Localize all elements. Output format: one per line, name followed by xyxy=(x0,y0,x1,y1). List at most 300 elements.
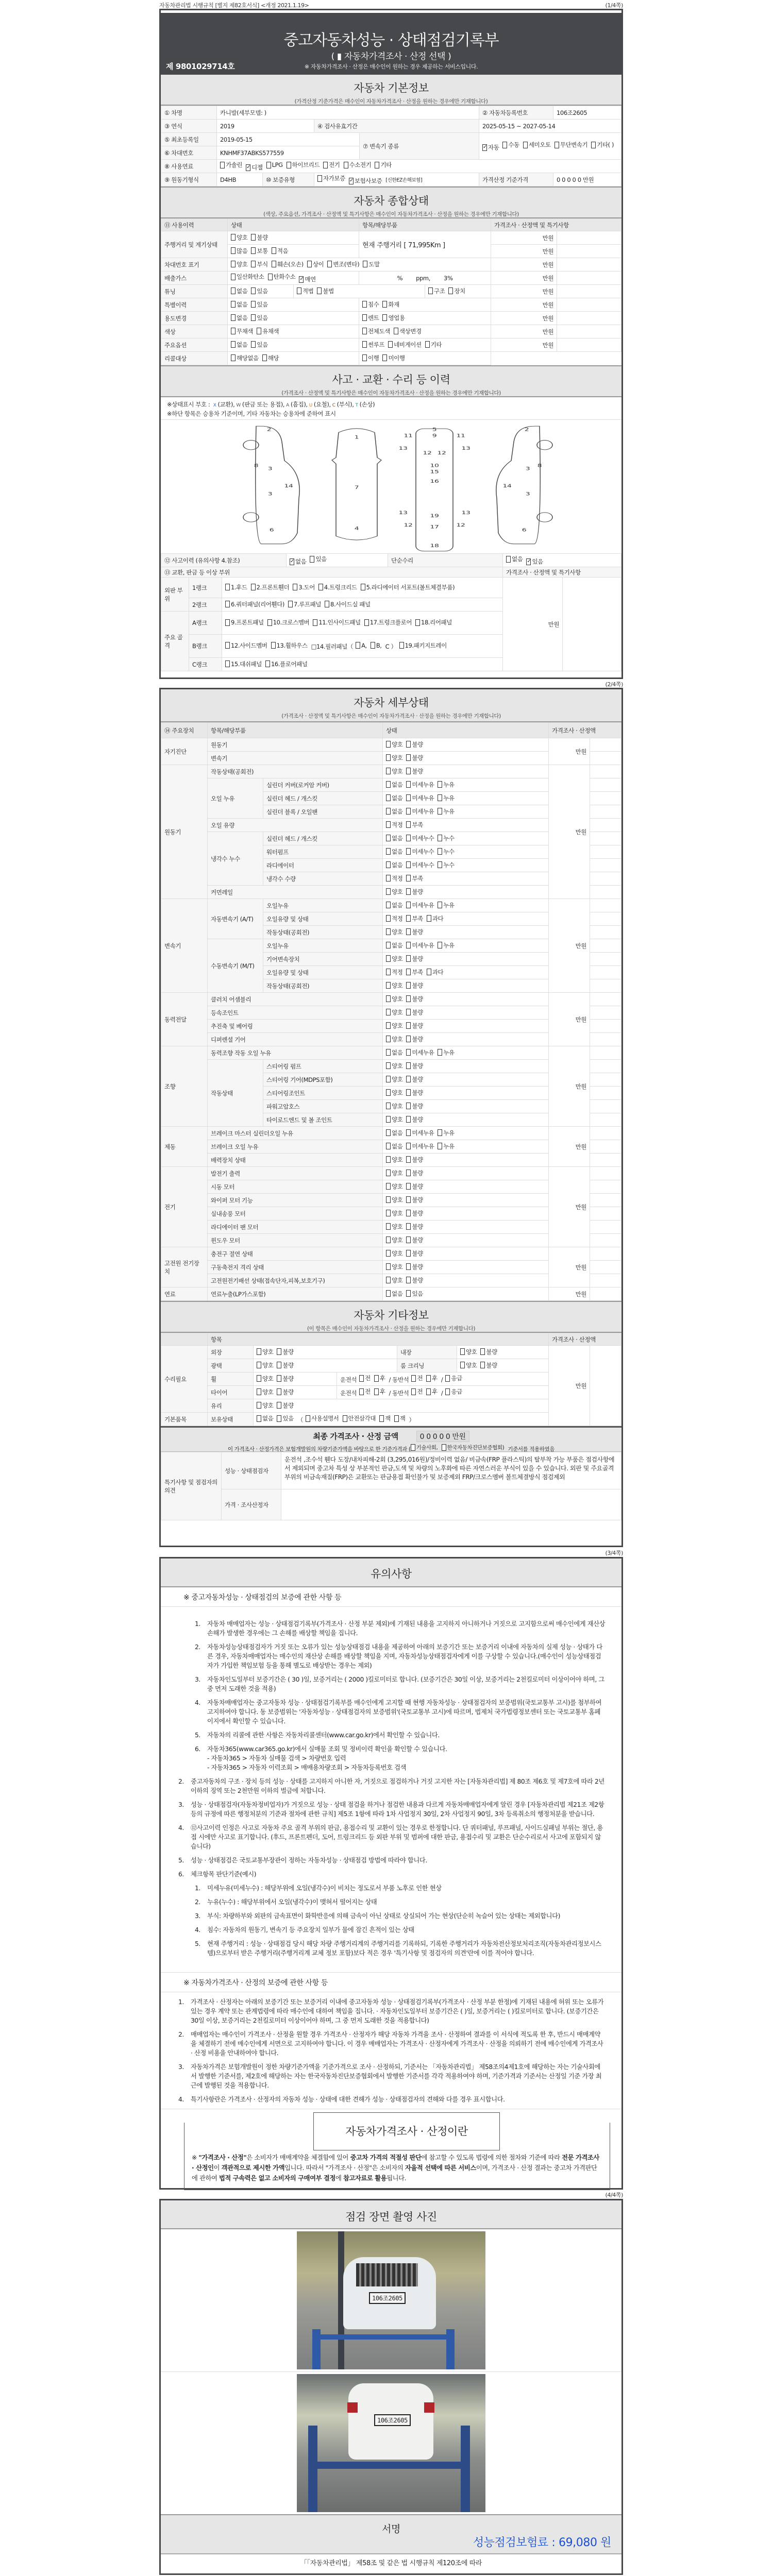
checkbox-icon[interactable] xyxy=(406,915,411,922)
checkbox-icon[interactable] xyxy=(362,341,367,348)
checkbox-icon[interactable] xyxy=(231,301,236,308)
checkbox-option[interactable] xyxy=(386,1263,402,1271)
checkbox-icon[interactable] xyxy=(523,142,528,148)
checkbox-option[interactable] xyxy=(406,1115,423,1124)
checkbox-option[interactable] xyxy=(442,1444,505,1451)
checkbox-option[interactable] xyxy=(415,618,452,626)
checkbox-option[interactable] xyxy=(225,583,247,591)
checkbox-option[interactable] xyxy=(290,557,306,566)
checkbox-icon[interactable] xyxy=(251,287,256,294)
checkbox-icon[interactable] xyxy=(277,1402,281,1409)
checkbox-option[interactable] xyxy=(386,1156,402,1164)
checkbox-option[interactable] xyxy=(257,1401,273,1410)
checkbox-option[interactable] xyxy=(386,968,402,976)
checkbox-icon[interactable] xyxy=(426,1388,431,1395)
checkbox-option[interactable] xyxy=(406,955,423,963)
checkbox-icon[interactable] xyxy=(386,995,391,1002)
checkbox-icon[interactable] xyxy=(257,1402,261,1409)
checkbox-icon[interactable] xyxy=(460,1362,465,1368)
checkbox-option[interactable] xyxy=(307,260,324,268)
checkbox-icon[interactable] xyxy=(262,354,267,361)
checkbox-option[interactable] xyxy=(231,354,259,362)
checkbox-option[interactable] xyxy=(327,260,359,268)
checkbox-option[interactable] xyxy=(438,781,454,789)
checkbox-icon[interactable] xyxy=(502,142,507,148)
checkbox-option[interactable] xyxy=(411,1444,438,1451)
checkbox-icon[interactable] xyxy=(406,1143,411,1149)
checkbox-option[interactable] xyxy=(374,1374,385,1382)
checkbox-option[interactable] xyxy=(406,968,423,976)
checkbox-option[interactable] xyxy=(251,341,267,349)
checkbox-option[interactable] xyxy=(406,1169,423,1177)
checkbox-icon[interactable] xyxy=(225,642,230,649)
checkbox-icon[interactable] xyxy=(310,556,314,563)
checkbox-option[interactable] xyxy=(257,1375,273,1383)
checkbox-option[interactable] xyxy=(591,140,614,150)
checkbox-option[interactable] xyxy=(406,941,434,950)
checkbox-option[interactable] xyxy=(406,874,423,883)
checkbox-icon[interactable] xyxy=(343,1415,347,1422)
checkbox-option[interactable] xyxy=(359,1387,371,1396)
checkbox-icon[interactable] xyxy=(359,1375,364,1382)
checkbox-icon[interactable] xyxy=(231,234,236,241)
checkbox-icon[interactable] xyxy=(406,1129,411,1136)
checkbox-icon[interactable] xyxy=(386,1250,391,1257)
checkbox-icon[interactable] xyxy=(386,821,391,828)
checkbox-icon[interactable] xyxy=(231,287,236,294)
checkbox-option[interactable] xyxy=(460,1348,477,1356)
checkbox-option[interactable] xyxy=(386,767,402,775)
checkbox-icon[interactable] xyxy=(406,1170,411,1176)
checked-box-icon[interactable]: ✓ xyxy=(527,558,531,564)
checkbox-option[interactable] xyxy=(386,1169,402,1177)
checkbox-icon[interactable] xyxy=(293,584,297,590)
checkbox-icon[interactable] xyxy=(394,328,398,334)
checkbox-option[interactable] xyxy=(231,341,247,349)
checkbox-option[interactable] xyxy=(406,1008,423,1016)
checkbox-icon[interactable] xyxy=(231,354,236,361)
checkbox-icon[interactable] xyxy=(386,1076,391,1082)
checkbox-option[interactable] xyxy=(411,1374,423,1382)
checkbox-option[interactable] xyxy=(426,1387,438,1396)
checkbox-option[interactable] xyxy=(386,1022,402,1030)
checkbox-icon[interactable] xyxy=(371,642,375,649)
checkbox-icon[interactable] xyxy=(406,1277,411,1283)
checkbox-option[interactable] xyxy=(375,161,391,169)
checkbox-icon[interactable] xyxy=(272,261,276,267)
checkbox-icon[interactable] xyxy=(406,1223,411,1230)
checkbox-icon[interactable] xyxy=(406,928,411,935)
checkbox-option[interactable] xyxy=(406,861,434,869)
checkbox-option[interactable] xyxy=(406,821,423,829)
checkbox-option[interactable] xyxy=(406,914,423,923)
checkbox-option[interactable] xyxy=(231,273,264,281)
checkbox-option[interactable] xyxy=(386,1008,402,1016)
checkbox-option[interactable] xyxy=(427,968,443,976)
checkbox-icon[interactable] xyxy=(386,1183,391,1190)
checkbox-icon[interactable] xyxy=(386,848,391,855)
checkbox-option[interactable] xyxy=(225,618,264,626)
checkbox-option[interactable] xyxy=(406,1102,423,1110)
checkbox-icon[interactable] xyxy=(231,247,236,254)
checkbox-option[interactable] xyxy=(257,1414,273,1422)
checkbox-icon[interactable] xyxy=(438,1129,442,1136)
checkbox-icon[interactable] xyxy=(445,1388,450,1395)
checkbox-icon[interactable] xyxy=(362,354,367,361)
checkbox-option[interactable] xyxy=(480,1348,497,1356)
checkbox-icon[interactable] xyxy=(386,902,391,908)
checkbox-option[interactable] xyxy=(349,177,382,185)
checkbox-option[interactable] xyxy=(257,327,279,335)
checkbox-icon[interactable] xyxy=(251,301,256,308)
checkbox-option[interactable] xyxy=(406,981,423,990)
checkbox-option[interactable] xyxy=(427,914,443,923)
checkbox-option[interactable] xyxy=(406,794,434,802)
checkbox-icon[interactable] xyxy=(386,969,391,975)
checkbox-icon[interactable] xyxy=(386,1143,391,1149)
checkbox-option[interactable] xyxy=(438,901,454,909)
checkbox-icon[interactable] xyxy=(386,1290,391,1297)
checkbox-option[interactable] xyxy=(323,161,340,169)
checkbox-icon[interactable] xyxy=(386,982,391,989)
checkbox-icon[interactable] xyxy=(231,328,236,334)
checkbox-option[interactable] xyxy=(362,300,379,309)
checkbox-icon[interactable] xyxy=(406,902,411,908)
checkbox-option[interactable] xyxy=(386,901,402,909)
checkbox-option[interactable] xyxy=(448,287,465,295)
checkbox-icon[interactable] xyxy=(406,821,411,828)
checkbox-icon[interactable] xyxy=(265,660,270,667)
checkbox-option[interactable] xyxy=(231,327,253,335)
checkbox-option[interactable] xyxy=(251,247,267,255)
checkbox-option[interactable] xyxy=(317,287,333,295)
checkbox-icon[interactable] xyxy=(386,888,391,895)
checked-box-icon[interactable]: ✓ xyxy=(483,144,487,150)
checkbox-icon[interactable] xyxy=(445,1375,450,1382)
checkbox-option[interactable] xyxy=(266,161,283,168)
checkbox-option[interactable] xyxy=(406,1263,423,1271)
checkbox-icon[interactable] xyxy=(225,660,230,667)
checkbox-icon[interactable] xyxy=(406,1036,411,1042)
checkbox-option[interactable] xyxy=(386,995,402,1003)
checkbox-icon[interactable] xyxy=(438,848,442,855)
checkbox-icon[interactable] xyxy=(386,808,391,815)
checkbox-option[interactable] xyxy=(277,1348,293,1356)
checkbox-option[interactable] xyxy=(251,300,267,309)
checkbox-option[interactable] xyxy=(251,583,290,591)
checkbox-option[interactable] xyxy=(299,275,315,283)
checkbox-option[interactable] xyxy=(386,1142,402,1150)
checkbox-option[interactable] xyxy=(406,1022,423,1030)
checkbox-option[interactable] xyxy=(251,233,267,242)
checkbox-icon[interactable] xyxy=(317,175,322,182)
checkbox-icon[interactable] xyxy=(386,928,391,935)
checkbox-option[interactable] xyxy=(362,314,379,322)
checkbox-icon[interactable] xyxy=(406,1076,411,1082)
checkbox-icon[interactable] xyxy=(271,642,276,649)
checkbox-icon[interactable] xyxy=(257,1415,261,1422)
checkbox-option[interactable] xyxy=(388,341,422,349)
checkbox-option[interactable] xyxy=(386,1102,402,1110)
checkbox-icon[interactable] xyxy=(438,1143,442,1149)
checkbox-option[interactable] xyxy=(386,1290,402,1298)
checkbox-option[interactable] xyxy=(386,848,402,856)
checkbox-option[interactable] xyxy=(310,555,326,563)
checkbox-option[interactable] xyxy=(406,740,423,749)
checkbox-option[interactable] xyxy=(438,794,454,802)
checkbox-option[interactable] xyxy=(438,1129,454,1137)
checkbox-option[interactable] xyxy=(526,557,543,566)
checkbox-icon[interactable] xyxy=(415,619,420,626)
checkbox-icon[interactable] xyxy=(225,584,230,590)
checkbox-icon[interactable] xyxy=(363,261,367,267)
checkbox-option[interactable] xyxy=(277,1414,293,1422)
checkbox-option[interactable] xyxy=(386,928,402,936)
checkbox-option[interactable] xyxy=(506,555,523,563)
checkbox-icon[interactable] xyxy=(386,1089,391,1096)
checkbox-option[interactable] xyxy=(363,260,379,268)
checkbox-icon[interactable] xyxy=(399,642,404,649)
checkbox-icon[interactable] xyxy=(313,619,317,626)
checkbox-icon[interactable] xyxy=(251,341,256,348)
checked-box-icon[interactable]: ✓ xyxy=(299,276,304,282)
checkbox-option[interactable] xyxy=(445,1387,462,1396)
checkbox-option[interactable] xyxy=(428,287,445,295)
checkbox-option[interactable] xyxy=(426,1374,438,1382)
checkbox-option[interactable] xyxy=(356,642,367,649)
checkbox-icon[interactable] xyxy=(406,1183,411,1190)
checkbox-option[interactable] xyxy=(231,260,247,268)
checkbox-option[interactable] xyxy=(399,641,447,650)
checkbox-option[interactable] xyxy=(231,314,247,322)
checkbox-icon[interactable] xyxy=(438,1049,442,1056)
checkbox-icon[interactable] xyxy=(406,1116,411,1123)
checkbox-option[interactable] xyxy=(394,327,422,335)
checkbox-option[interactable] xyxy=(406,901,434,909)
checkbox-option[interactable] xyxy=(502,140,519,150)
checkbox-option[interactable] xyxy=(406,888,423,896)
checkbox-option[interactable] xyxy=(386,981,402,990)
checkbox-option[interactable] xyxy=(406,1142,434,1150)
checkbox-icon[interactable] xyxy=(386,794,391,801)
checkbox-option[interactable] xyxy=(268,273,296,281)
checkbox-option[interactable] xyxy=(251,314,267,322)
checkbox-option[interactable] xyxy=(386,740,402,749)
checkbox-option[interactable] xyxy=(231,300,247,309)
checkbox-option[interactable] xyxy=(406,1156,423,1164)
checkbox-option[interactable] xyxy=(406,1182,423,1191)
checkbox-option[interactable] xyxy=(386,754,402,762)
checkbox-icon[interactable] xyxy=(394,1415,399,1422)
checkbox-option[interactable] xyxy=(406,1249,423,1258)
checkbox-option[interactable] xyxy=(382,354,405,362)
checkbox-icon[interactable] xyxy=(388,341,393,348)
checkbox-icon[interactable] xyxy=(386,1277,391,1283)
checkbox-icon[interactable] xyxy=(438,808,442,815)
checkbox-icon[interactable] xyxy=(438,794,442,801)
checkbox-icon[interactable] xyxy=(382,314,387,321)
checkbox-option[interactable] xyxy=(225,600,284,608)
checkbox-option[interactable] xyxy=(386,888,402,896)
checkbox-option[interactable] xyxy=(386,834,402,842)
checked-box-icon[interactable]: ✓ xyxy=(290,558,295,564)
checkbox-option[interactable] xyxy=(445,1374,462,1382)
checkbox-option[interactable] xyxy=(438,807,454,816)
checkbox-icon[interactable] xyxy=(386,1049,391,1056)
checkbox-option[interactable] xyxy=(386,1075,402,1083)
checkbox-option[interactable] xyxy=(386,1089,402,1097)
checkbox-icon[interactable] xyxy=(427,915,431,922)
checkbox-icon[interactable] xyxy=(406,1103,411,1109)
checkbox-icon[interactable] xyxy=(257,328,261,334)
checkbox-icon[interactable] xyxy=(406,1210,411,1216)
checkbox-icon[interactable] xyxy=(406,1089,411,1096)
checkbox-icon[interactable] xyxy=(406,861,411,868)
checkbox-icon[interactable] xyxy=(307,261,312,267)
checkbox-option[interactable] xyxy=(362,354,379,362)
checkbox-icon[interactable] xyxy=(386,754,391,761)
checkbox-icon[interactable] xyxy=(438,942,442,948)
checkbox-icon[interactable] xyxy=(382,301,387,308)
checkbox-icon[interactable] xyxy=(406,1290,411,1297)
checkbox-icon[interactable] xyxy=(386,835,391,841)
checkbox-option[interactable] xyxy=(297,287,313,295)
checkbox-option[interactable] xyxy=(406,1196,423,1204)
checkbox-icon[interactable] xyxy=(425,341,430,348)
checkbox-option[interactable] xyxy=(382,314,405,322)
checkbox-option[interactable] xyxy=(231,247,247,255)
checkbox-icon[interactable] xyxy=(288,601,293,607)
checkbox-option[interactable] xyxy=(386,1129,402,1137)
checkbox-icon[interactable] xyxy=(306,1415,310,1422)
checkbox-option[interactable] xyxy=(251,287,267,295)
checkbox-icon[interactable] xyxy=(323,162,328,168)
checkbox-option[interactable] xyxy=(272,260,304,268)
checkbox-option[interactable] xyxy=(406,834,434,842)
checkbox-icon[interactable] xyxy=(438,902,442,908)
checkbox-option[interactable] xyxy=(313,618,360,626)
checkbox-option[interactable] xyxy=(317,174,345,182)
checkbox-icon[interactable] xyxy=(426,1375,431,1382)
checkbox-option[interactable] xyxy=(406,848,434,856)
checkbox-option[interactable] xyxy=(288,600,321,608)
checkbox-icon[interactable] xyxy=(386,1129,391,1136)
checkbox-option[interactable] xyxy=(386,1062,402,1070)
checkbox-icon[interactable] xyxy=(386,1116,391,1123)
checkbox-icon[interactable] xyxy=(442,1444,446,1451)
checkbox-option[interactable] xyxy=(265,660,308,668)
checkbox-icon[interactable] xyxy=(406,794,411,801)
checkbox-option[interactable] xyxy=(438,834,454,842)
checkbox-icon[interactable] xyxy=(406,1022,411,1029)
checkbox-icon[interactable] xyxy=(406,888,411,895)
checkbox-icon[interactable] xyxy=(554,142,559,148)
checkbox-icon[interactable] xyxy=(317,287,322,294)
checkbox-icon[interactable] xyxy=(277,1375,281,1382)
checkbox-icon[interactable] xyxy=(266,162,271,168)
checkbox-option[interactable] xyxy=(277,1361,293,1369)
checkbox-icon[interactable] xyxy=(428,287,433,294)
checkbox-option[interactable] xyxy=(386,914,402,923)
checkbox-icon[interactable] xyxy=(251,247,256,254)
checkbox-icon[interactable] xyxy=(272,247,276,254)
checkbox-option[interactable] xyxy=(406,807,434,816)
checkbox-icon[interactable] xyxy=(386,1223,391,1230)
checkbox-icon[interactable] xyxy=(406,969,411,975)
checkbox-icon[interactable] xyxy=(220,162,225,168)
checkbox-icon[interactable] xyxy=(386,942,391,948)
checkbox-icon[interactable] xyxy=(406,1250,411,1257)
checkbox-icon[interactable] xyxy=(386,861,391,868)
checkbox-option[interactable] xyxy=(386,1249,402,1258)
checkbox-icon[interactable] xyxy=(411,1388,416,1395)
checkbox-icon[interactable] xyxy=(406,754,411,761)
checkbox-icon[interactable] xyxy=(386,1196,391,1203)
checkbox-option[interactable] xyxy=(386,1223,402,1231)
checkbox-option[interactable] xyxy=(386,781,402,789)
checkbox-icon[interactable] xyxy=(268,274,273,280)
checkbox-option[interactable] xyxy=(406,1290,423,1298)
checkbox-icon[interactable] xyxy=(362,314,367,321)
checkbox-icon[interactable] xyxy=(257,1388,261,1395)
checkbox-icon[interactable] xyxy=(297,287,301,294)
checkbox-icon[interactable] xyxy=(460,1348,465,1355)
checkbox-option[interactable] xyxy=(386,1196,402,1204)
checkbox-icon[interactable] xyxy=(379,1415,384,1422)
checkbox-icon[interactable] xyxy=(386,1103,391,1109)
checkbox-option[interactable] xyxy=(406,1129,434,1137)
checkbox-option[interactable] xyxy=(362,327,390,335)
checkbox-option[interactable] xyxy=(482,142,499,152)
checkbox-option[interactable] xyxy=(386,941,402,950)
checkbox-icon[interactable] xyxy=(257,1375,261,1382)
checkbox-option[interactable] xyxy=(386,1236,402,1244)
checkbox-icon[interactable] xyxy=(325,601,329,607)
checkbox-option[interactable] xyxy=(220,161,242,169)
checkbox-icon[interactable] xyxy=(364,619,369,626)
checkbox-option[interactable] xyxy=(386,1115,402,1124)
checkbox-icon[interactable] xyxy=(406,942,411,948)
checkbox-icon[interactable] xyxy=(231,274,236,280)
checkbox-option[interactable] xyxy=(406,1089,423,1097)
checkbox-icon[interactable] xyxy=(406,875,411,882)
checkbox-icon[interactable] xyxy=(406,1236,411,1243)
checkbox-option[interactable] xyxy=(272,247,288,255)
checkbox-option[interactable] xyxy=(386,1276,402,1284)
checkbox-icon[interactable] xyxy=(386,741,391,748)
checkbox-icon[interactable] xyxy=(406,848,411,855)
checkbox-option[interactable] xyxy=(438,1142,454,1150)
checkbox-option[interactable] xyxy=(554,140,588,150)
checkbox-icon[interactable] xyxy=(251,314,256,321)
checkbox-option[interactable] xyxy=(251,260,267,268)
checkbox-icon[interactable] xyxy=(386,1170,391,1176)
checkbox-option[interactable] xyxy=(382,300,399,309)
checkbox-icon[interactable] xyxy=(386,768,391,774)
checkbox-icon[interactable] xyxy=(374,1388,379,1395)
checkbox-option[interactable] xyxy=(262,354,279,362)
checkbox-option[interactable] xyxy=(271,641,308,650)
checkbox-icon[interactable] xyxy=(356,642,360,649)
checkbox-icon[interactable] xyxy=(257,1348,261,1355)
checked-box-icon[interactable]: ✓ xyxy=(246,164,251,170)
checkbox-option[interactable] xyxy=(386,1209,402,1217)
checkbox-option[interactable] xyxy=(411,1387,423,1396)
checkbox-icon[interactable] xyxy=(257,1362,261,1368)
checked-box-icon[interactable]: ✓ xyxy=(349,177,354,183)
checkbox-option[interactable] xyxy=(267,618,310,626)
checkbox-icon[interactable] xyxy=(225,601,230,607)
